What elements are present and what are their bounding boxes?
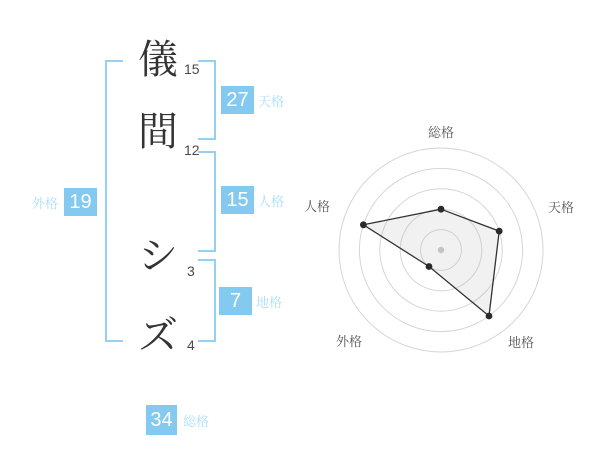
radar-data-point <box>486 313 493 320</box>
chikaku-bracket <box>198 259 216 342</box>
gaikaku-value-badge: 19 <box>64 188 97 216</box>
tenkaku-label: 天格 <box>258 93 285 109</box>
radar-axis-label: 総格 <box>427 125 455 140</box>
soukaku-label: 総格 <box>183 413 210 429</box>
radar-data-point <box>360 221 367 228</box>
name-char-1: 儀 <box>138 38 178 82</box>
stroke-count-2: 12 <box>184 142 200 158</box>
jinkaku-bracket <box>198 151 216 252</box>
chikaku-label: 地格 <box>256 294 283 310</box>
radar-center-dot <box>438 247 444 253</box>
stroke-count-3: 3 <box>187 263 195 279</box>
chikaku-value-badge: 7 <box>219 287 252 315</box>
radar-axis-label: 人格 <box>303 199 331 214</box>
soukaku-value-badge: 34 <box>146 405 177 435</box>
radar-data-point <box>426 263 433 270</box>
radar-data-point <box>496 228 503 235</box>
name-char-4: ズ <box>138 314 178 358</box>
jinkaku-label: 人格 <box>258 193 285 209</box>
tenkaku-value-badge: 27 <box>221 86 254 114</box>
stroke-count-1: 15 <box>184 61 200 77</box>
stroke-count-4: 4 <box>187 337 195 353</box>
jinkaku-value-badge: 15 <box>221 186 254 214</box>
name-char-3: シ <box>138 234 178 278</box>
tenkaku-bracket <box>198 60 216 140</box>
gaikaku-label: 外格 <box>31 195 58 211</box>
radar-axis-label: 地格 <box>507 335 535 350</box>
radar-chart <box>290 90 590 390</box>
name-char-2: 間 <box>138 110 178 154</box>
gaikaku-bracket <box>105 60 123 342</box>
radar-data-polygon <box>363 209 499 316</box>
radar-data-point <box>438 206 445 213</box>
radar-axis-label: 外格 <box>335 334 363 349</box>
radar-axis-label: 天格 <box>547 200 575 215</box>
